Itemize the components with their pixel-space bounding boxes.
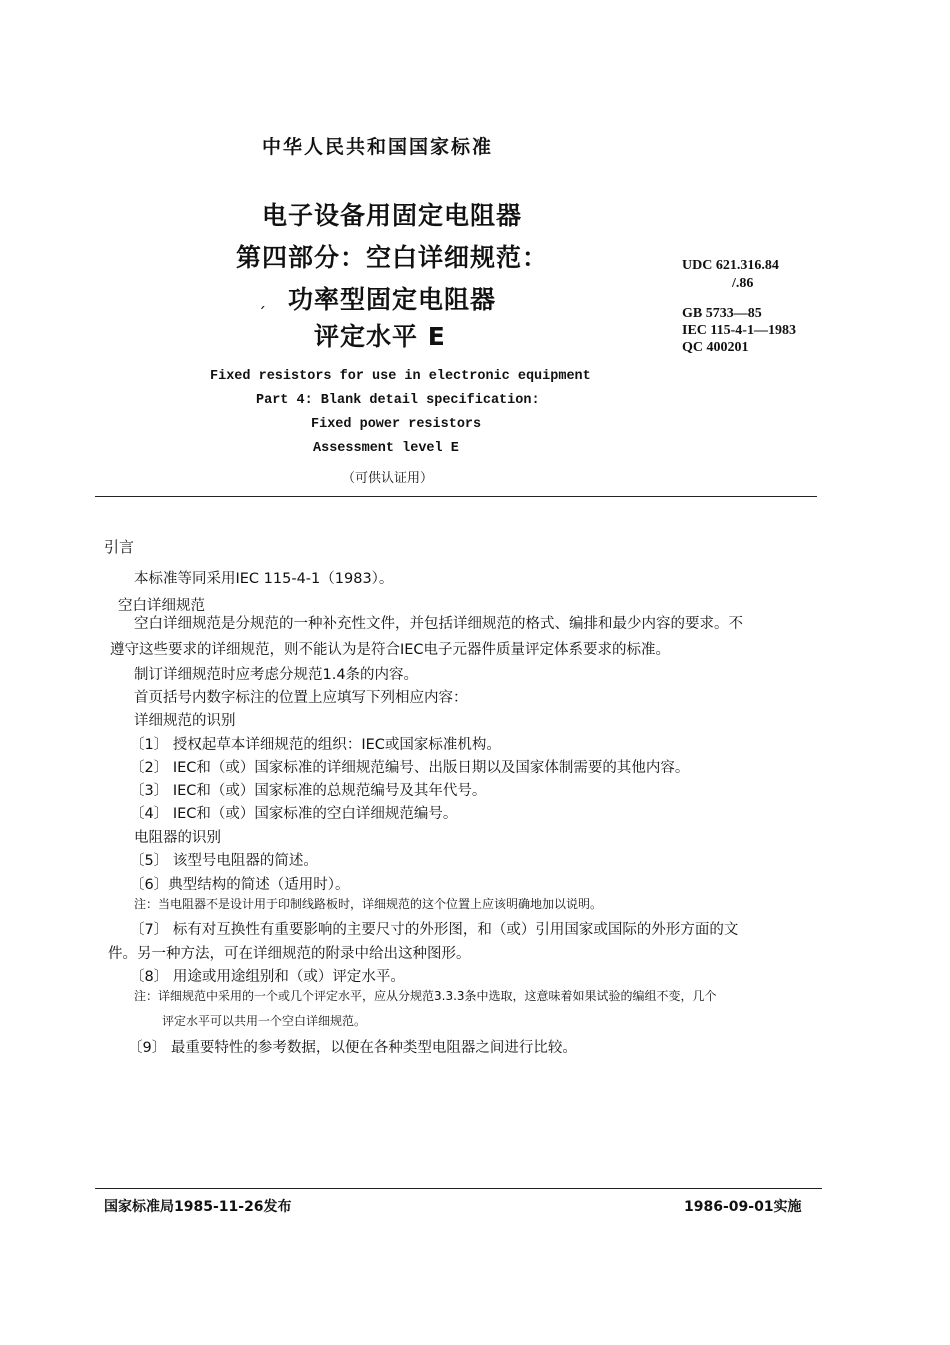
paragraph-fill-in: 首页括号内数字标注的位置上应填写下列相应内容： — [134, 690, 468, 706]
title-en-line4: Assessment level E — [313, 441, 459, 456]
header-divider — [95, 496, 817, 497]
resistor-identification-heading: 电阻器的识别 — [134, 830, 221, 846]
gb-code: GB 5733—85 — [682, 306, 762, 321]
iec-code: IEC 115-4-1—1983 — [682, 323, 796, 338]
note-text: 注：当电阻器不是设计用于印制线路板时，详细规范的这个位置上应该明确地加以说明。 — [134, 897, 603, 911]
list-item: 〔1〕 授权起草本详细规范的组织：IEC或国家标准机构。 — [130, 737, 501, 753]
paragraph-blank-spec-line1: 空白详细规范是分规范的一种补充性文件，并包括详细规范的格式、编排和最少内容的要求。不 — [134, 616, 743, 632]
title-cn-line3: 功率型固定电阻器 — [288, 285, 497, 314]
list-item: 〔4〕 IEC和（或）国家标准的空白详细规范编号。 — [130, 806, 458, 822]
udc-code: UDC 621.316.84 — [682, 258, 779, 273]
blank-spec-heading: 空白详细规范 — [118, 598, 205, 614]
title-en-line3: Fixed power resistors — [311, 417, 482, 432]
title-en-line1: Fixed resistors for use in electronic equipment — [210, 369, 591, 384]
qc-code: QC 400201 — [682, 340, 749, 355]
list-item: 〔9〕 最重要特性的参考数据，以便在各种类型电阻器之间进行比较。 — [128, 1040, 577, 1056]
title-cn-line2: 第四部分：空白详细规范： — [236, 243, 549, 272]
paragraph-consider: 制订详细规范时应考虑分规范1.4条的内容。 — [134, 667, 419, 683]
list-item: 〔8〕 用途或用途组别和（或）评定水平。 — [130, 969, 405, 985]
udc-sub-code: /.86 — [732, 276, 754, 291]
paragraph-blank-spec-line2: 遵守这些要求的详细规范，则不能认为是符合IEC电子元器件质量评定体系要求的标准。 — [110, 642, 671, 658]
paragraph-adoption: 本标准等同采用IEC 115-4-1（1983）。 — [134, 571, 394, 587]
title-cn-line4: 评定水平 E — [314, 322, 446, 351]
title-en-line2: Part 4: Blank detail specification: — [256, 393, 540, 408]
intro-heading: 引言 — [104, 538, 135, 556]
identification-heading: 详细规范的识别 — [134, 713, 236, 729]
scan-mark-icon: ˏ — [258, 290, 266, 309]
title-cn-line1: 电子设备用固定电阻器 — [262, 201, 523, 230]
list-item: 〔3〕 IEC和（或）国家标准的总规范编号及其年代号。 — [130, 783, 487, 799]
issue-date: 国家标准局1985-11-26发布 — [104, 1199, 292, 1215]
standard-type-header: 中华人民共和国国家标准 — [262, 136, 494, 158]
list-item: 〔6〕典型结构的简述（适用时）。 — [130, 877, 350, 893]
note-text: 注：详细规范中采用的一个或几个评定水平，应从分规范3.3.3条中选取，这意味着如果试验的编组不变，几个 — [134, 989, 717, 1003]
note-text-continuation: 评定水平可以共用一个空白详细规范。 — [162, 1014, 367, 1028]
list-item: 〔5〕 该型号电阻器的简述。 — [130, 853, 318, 869]
list-item-continuation: 件。另一种方法，可在详细规范的附录中给出这种图形。 — [108, 946, 471, 962]
effective-date: 1986-09-01实施 — [684, 1199, 802, 1215]
certification-note: （可供认证用） — [342, 471, 434, 486]
list-item: 〔2〕 IEC和（或）国家标准的详细规范编号、出版日期以及国家体制需要的其他内容。 — [130, 760, 690, 776]
footer-divider — [95, 1188, 822, 1189]
list-item: 〔7〕 标有对互换性有重要影响的主要尺寸的外形图，和（或）引用国家或国际的外形方面的文 — [130, 922, 739, 938]
